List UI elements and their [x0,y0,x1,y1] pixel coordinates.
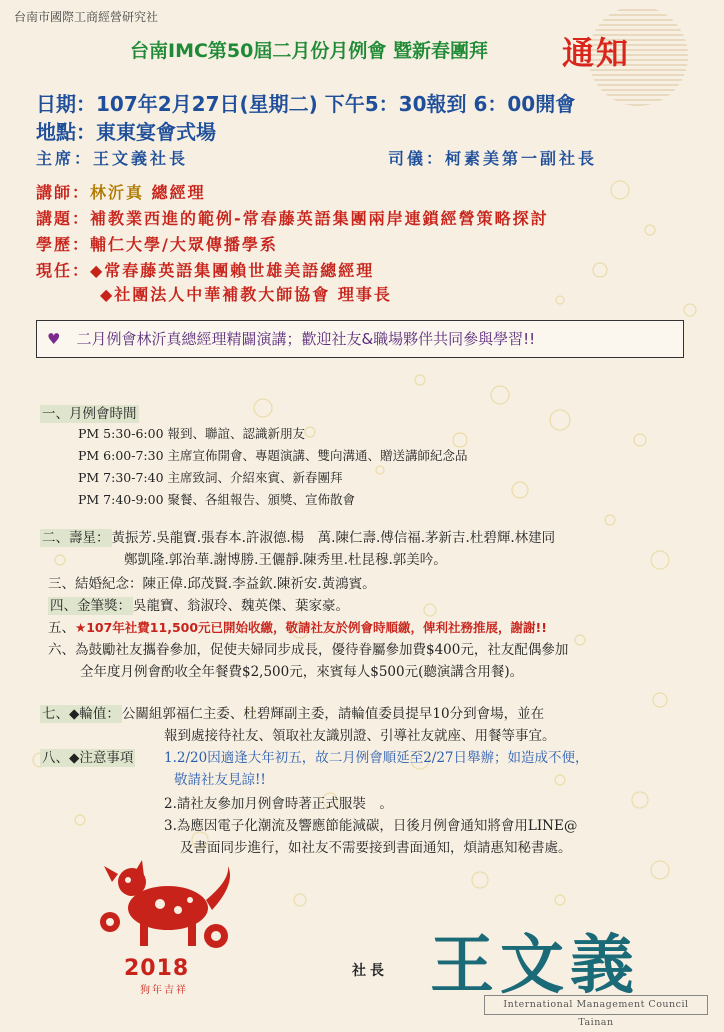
birthday-label: 二、壽星： [42,530,110,546]
family-line-1: 六、為鼓勵社友攜眷參加，促使夫婦同步成長，優待眷屬參加費$400元，社友配偶參加 [48,642,569,658]
banner-text: 二月例會林沂真總經理精闢演講；歡迎社友&職場夥伴共同參與學習!! [76,330,536,348]
duty-text-2: 報到處接待社友、領取社友識別證、引導社友就座、用餐等事宜。 [164,728,556,744]
meeting-date: 日期：107年2月27日(星期二) 下午5：30報到 6：00開會 [36,92,576,116]
schedule-item: PM 7:30-7:40 主席致詞、介紹來賓、新春團拜 [78,470,343,485]
note-1: 1.2/20因適逢大年初五，故二月例會順延至2/27日舉辦；如造成不便， [164,750,589,766]
anniversary-line: 三、結婚紀念：陳正偉.邱茂賢.李益欽.陳祈安.黃鴻賓。 [48,576,376,592]
president-signature: 王文義 [430,928,640,1003]
note-3-cont: 及書面同步進行，如社友不需要接到書面通知，煩請惠知秘書處。 [180,840,572,856]
birthday-names: 黃振芳.吳龍寶.張春本.許淑德.楊 萬.陳仁壽.傅信福.茅新吉.杜碧輝.林建同 [111,530,556,546]
notes-line [40,746,135,766]
fee-number: 五、 [48,620,75,636]
duty-label: 七、◆輪值： [42,706,120,722]
speaker-education: 學歷：輔仁大學/大眾傳播學系 [36,235,278,254]
family-line-2: 全年度月例會酌收全年餐費$2,500元，來賓每人$500元(聽演講含用餐)。 [80,664,524,680]
meeting-place: 地點：東東宴會式場 [36,120,216,144]
duty-line [40,702,544,722]
notes-label: 八、◆注意事項 [42,750,134,766]
speaker-topic: 講題：補教業西進的範例-常春藤英語集團兩岸連鎖經營策略探討 [36,209,549,228]
duty-text: 公關組郭福仁主委、杜碧輝副主委，請輪值委員提早10分到會場，並在 [121,706,545,722]
award-names: 吳龍寶、翁淑玲、魏英傑、葉家豪。 [133,598,349,614]
birthday-names-2: 鄭凱隆.郭治華.謝博勝.王儷靜.陳秀里.杜昆穆.郭美吟。 [124,552,447,568]
notice-heading: 通知 [562,34,631,72]
birthday-line [40,526,555,546]
meeting-chair: 主席：王文義社長 [36,149,189,168]
fee-text: ★107年社費11,500元已開始收繳，敬請社友於例會時順繳，俾利社務推展，謝謝!! [75,620,547,635]
note-1-cont: 敬請社友見諒!! [174,772,266,788]
award-line [48,594,349,614]
schedule-item: PM 6:00-7:30 主席宣佈開會、專題演講、雙向溝通、贈送講師紀念品 [78,448,468,463]
speaker-name: 林沂真 [90,183,145,202]
schedule-item: PM 5:30-6:00 報到、聯誼、認識新朋友 [78,426,306,441]
section-1-title: 一、月例會時間 [42,406,137,422]
page-title: 台南IMC第50屆二月份月例會 暨新春團拜 [130,40,488,62]
dog-papercut-icon [90,860,250,960]
heart-icon: ♥ [47,330,61,348]
speaker-current-2: ◆社團法人中華補教大師協會 理事長 [100,285,392,304]
speaker-label: 講師： [36,183,91,202]
welcome-banner [36,320,684,358]
year-label: 2018 [124,956,190,981]
imc-footer-label: International Management Council Tainan [484,995,708,1015]
speaker-title: 總經理 [144,183,206,202]
fee-line [48,616,547,636]
note-3: 3.為應因電子化潮流及響應節能減碳，日後月例會通知將會用LINE@ [164,818,578,834]
organization-name: 台南市國際工商經營研究社 [14,10,159,24]
year-tag: 狗年吉祥 [140,985,188,996]
note-2: 2.請社友參加月例會時著正式服裝 。 [164,796,393,812]
president-label: 社長 [352,963,388,979]
speaker-current-1: 現任：◆常春藤英語集團賴世雄美語總經理 [36,261,375,280]
speaker-line [36,180,206,203]
meeting-emcee: 司儀：柯素美第一副社長 [388,149,598,168]
award-label: 四、金筆獎： [50,598,131,614]
schedule-item: PM 7:40-9:00 聚餐、各組報告、頒獎、宣佈散會 [78,492,356,507]
